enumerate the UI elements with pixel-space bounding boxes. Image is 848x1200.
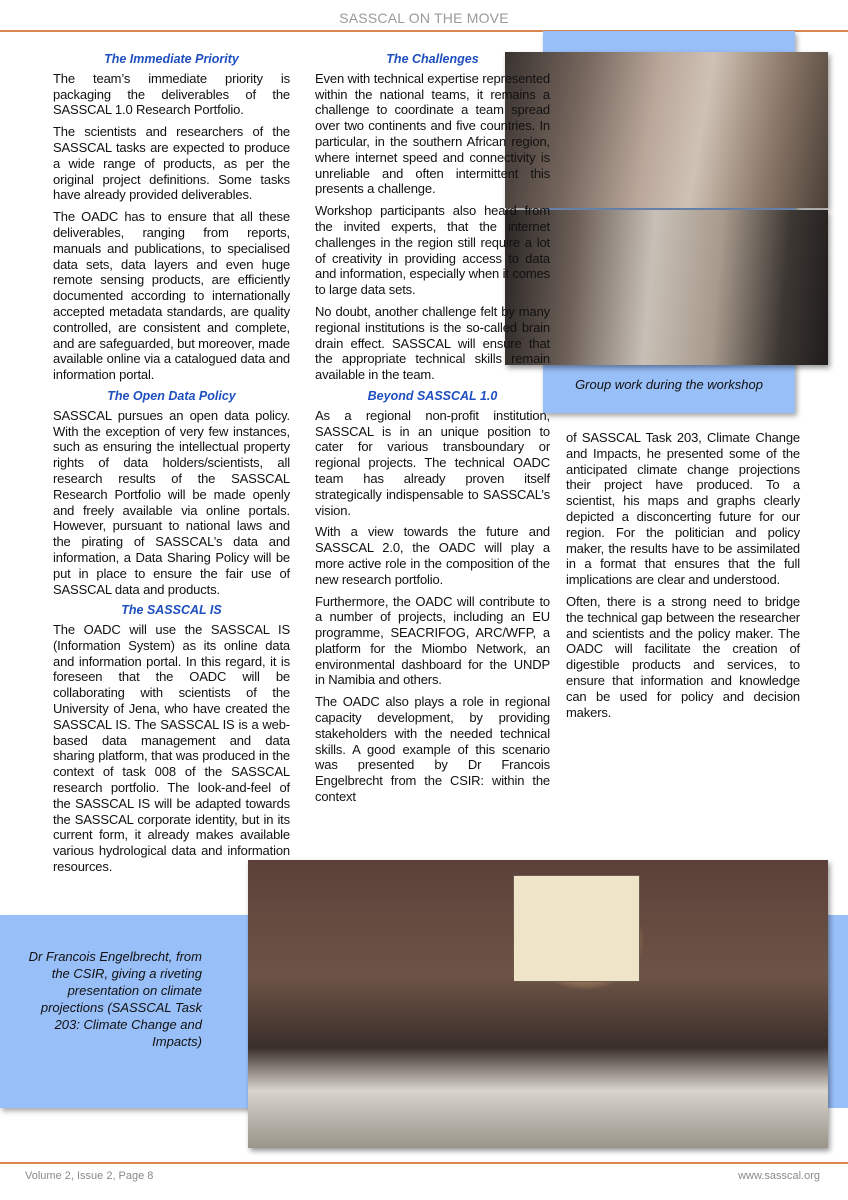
paragraph: The OADC has to ensure that all these deliverables, ranging from reports, manuals and publications, to specialised data sets, data layers and even huge remote sensing products, are efficiently documented according to internationally accepted metadata standards, are quality controlled, are consistent and complete, and are safeguarded, but moreover, made available online via a catalogued data and information portal. [53,209,290,383]
footer-page-info: Volume 2, Issue 2, Page 8 [25,1170,154,1182]
paragraph: As a regional non-profit institution, SASSCAL is in an unique position to cater for various transboundary or regional projects. The technical OADC team has already proven itself strategically indispensable to SASSCAL’s vision. [315,407,550,518]
paragraph: Workshop participants also heard from the invited experts, that the internet challenges in the region still require a lot of creativity in providing access to data and information, especially when it comes to large data sets. [315,203,550,298]
paragraph: SASSCAL pursues an open data policy. With the exception of very few instances, such as ensuring the intellectual property rights of data holders/scientists, all research results of the SASSCAL Research Portfolio will be made openly and freely available via online portals. However, pursuant to national laws and the pirating of SASSCAL’s data and information, a Data Sharing Policy will be put in place to ensure the fair use of SASSCAL data and products. [53,407,290,597]
page-header: SASSCAL ON THE MOVE [339,10,509,26]
caption-presentation: Dr Francois Engelbrecht, from the CSIR, giving a riveting presentation on climate projections (SASSCAL Task 203: Climate Change and Impacts) [28,949,202,1049]
column-1 [53,52,290,881]
paragraph: The team’s immediate priority is packaging the deliverables of the SASSCAL 1.0 Research Portfolio. [53,70,290,118]
paragraph: of SASSCAL Task 203, Climate Change and Impacts, he presented some of the anticipated climate change projections their project have produced. To a scientist, his maps and graphs clearly depicted a disconcerting future for our region. For the politician and policy maker, the results have to be assimilated in a format that ensures that the full implications are clear and understood. [566,430,800,588]
photo-presentation [248,860,828,1148]
photo-group-work-1 [505,52,828,208]
paragraph: No doubt, another challenge felt by many regional institutions is the so-called brain drain effect. SASSCAL will ensure that the appropriate technical skills remain available in the team. [315,303,550,383]
column-2 [315,52,550,811]
paragraph: Often, there is a strong need to bridge the technical gap between the researcher and scientists and the policy maker. The OADC will facilitate the creation of digestible products and services, to ensure that information and knowledge can be used for policy and decision makers. [566,593,800,720]
heading-beyond-sasscal: Beyond SASSCAL 1.0 [367,388,498,403]
projection-screen [513,875,640,982]
footer-website: www.sasscal.org [738,1170,820,1182]
heading-sasscal-is: The SASSCAL IS [121,603,222,618]
caption-group-work: Group work during the workshop [575,377,763,392]
heading-challenges: The Challenges [386,52,479,66]
paragraph: Even with technical expertise represented within the national teams, it remains a challenge to coordinate a team spread over two continents and five countries. In particular, in the southern African region, where internet speed and connectivity is unreliable and often intermittent this presents a challenge. [315,70,550,197]
paragraph: The OADC also plays a role in regional capacity development, by providing stakeholders with the needed technical skills. A good example of this scenario was presented by Dr Francois Engelbrecht from the CSIR: within the context [315,694,550,805]
footer-rule [0,1162,848,1164]
paragraph: The scientists and researchers of the SASSCAL tasks are expected to produce a wide range of products, as per the original project definitions. Some tasks have already provided deliverables. [53,124,290,203]
paragraph: The OADC will use the SASSCAL IS (Information System) as its online data and information portal. In this regard, it is foreseen that the OADC will be collaborating with scientists of the University of Jena, who have created the SASSCAL IS. The SASSCAL IS is a web-based data management and data sharing platform, that was produced in the context of task 008 of the SASSCAL research portfolio. The look-and-feel of the SASSCAL IS will be adapted towards the SASSCAL corporate identity, but in its current form, it already makes available various hydrological data and information resources. [53,622,290,875]
paragraph: With a view towards the future and SASSCAL 2.0, the OADC will play a more active role in the composition of the new research portfolio. [315,524,550,587]
caption-box-right-edge [828,915,848,1108]
heading-open-data-policy: The Open Data Policy [107,388,236,403]
paragraph: Furthermore, the OADC will contribute to a number of projects, including an EU programme, SEACRIFOG, ARC/WFP, a platform for the Miombo Network, an environmental dashboard for the UNDP in Namibia and others. [315,593,550,688]
column-3 [566,430,800,726]
photo-group-work-2 [505,210,828,365]
heading-immediate-priority: The Immediate Priority [104,52,239,66]
